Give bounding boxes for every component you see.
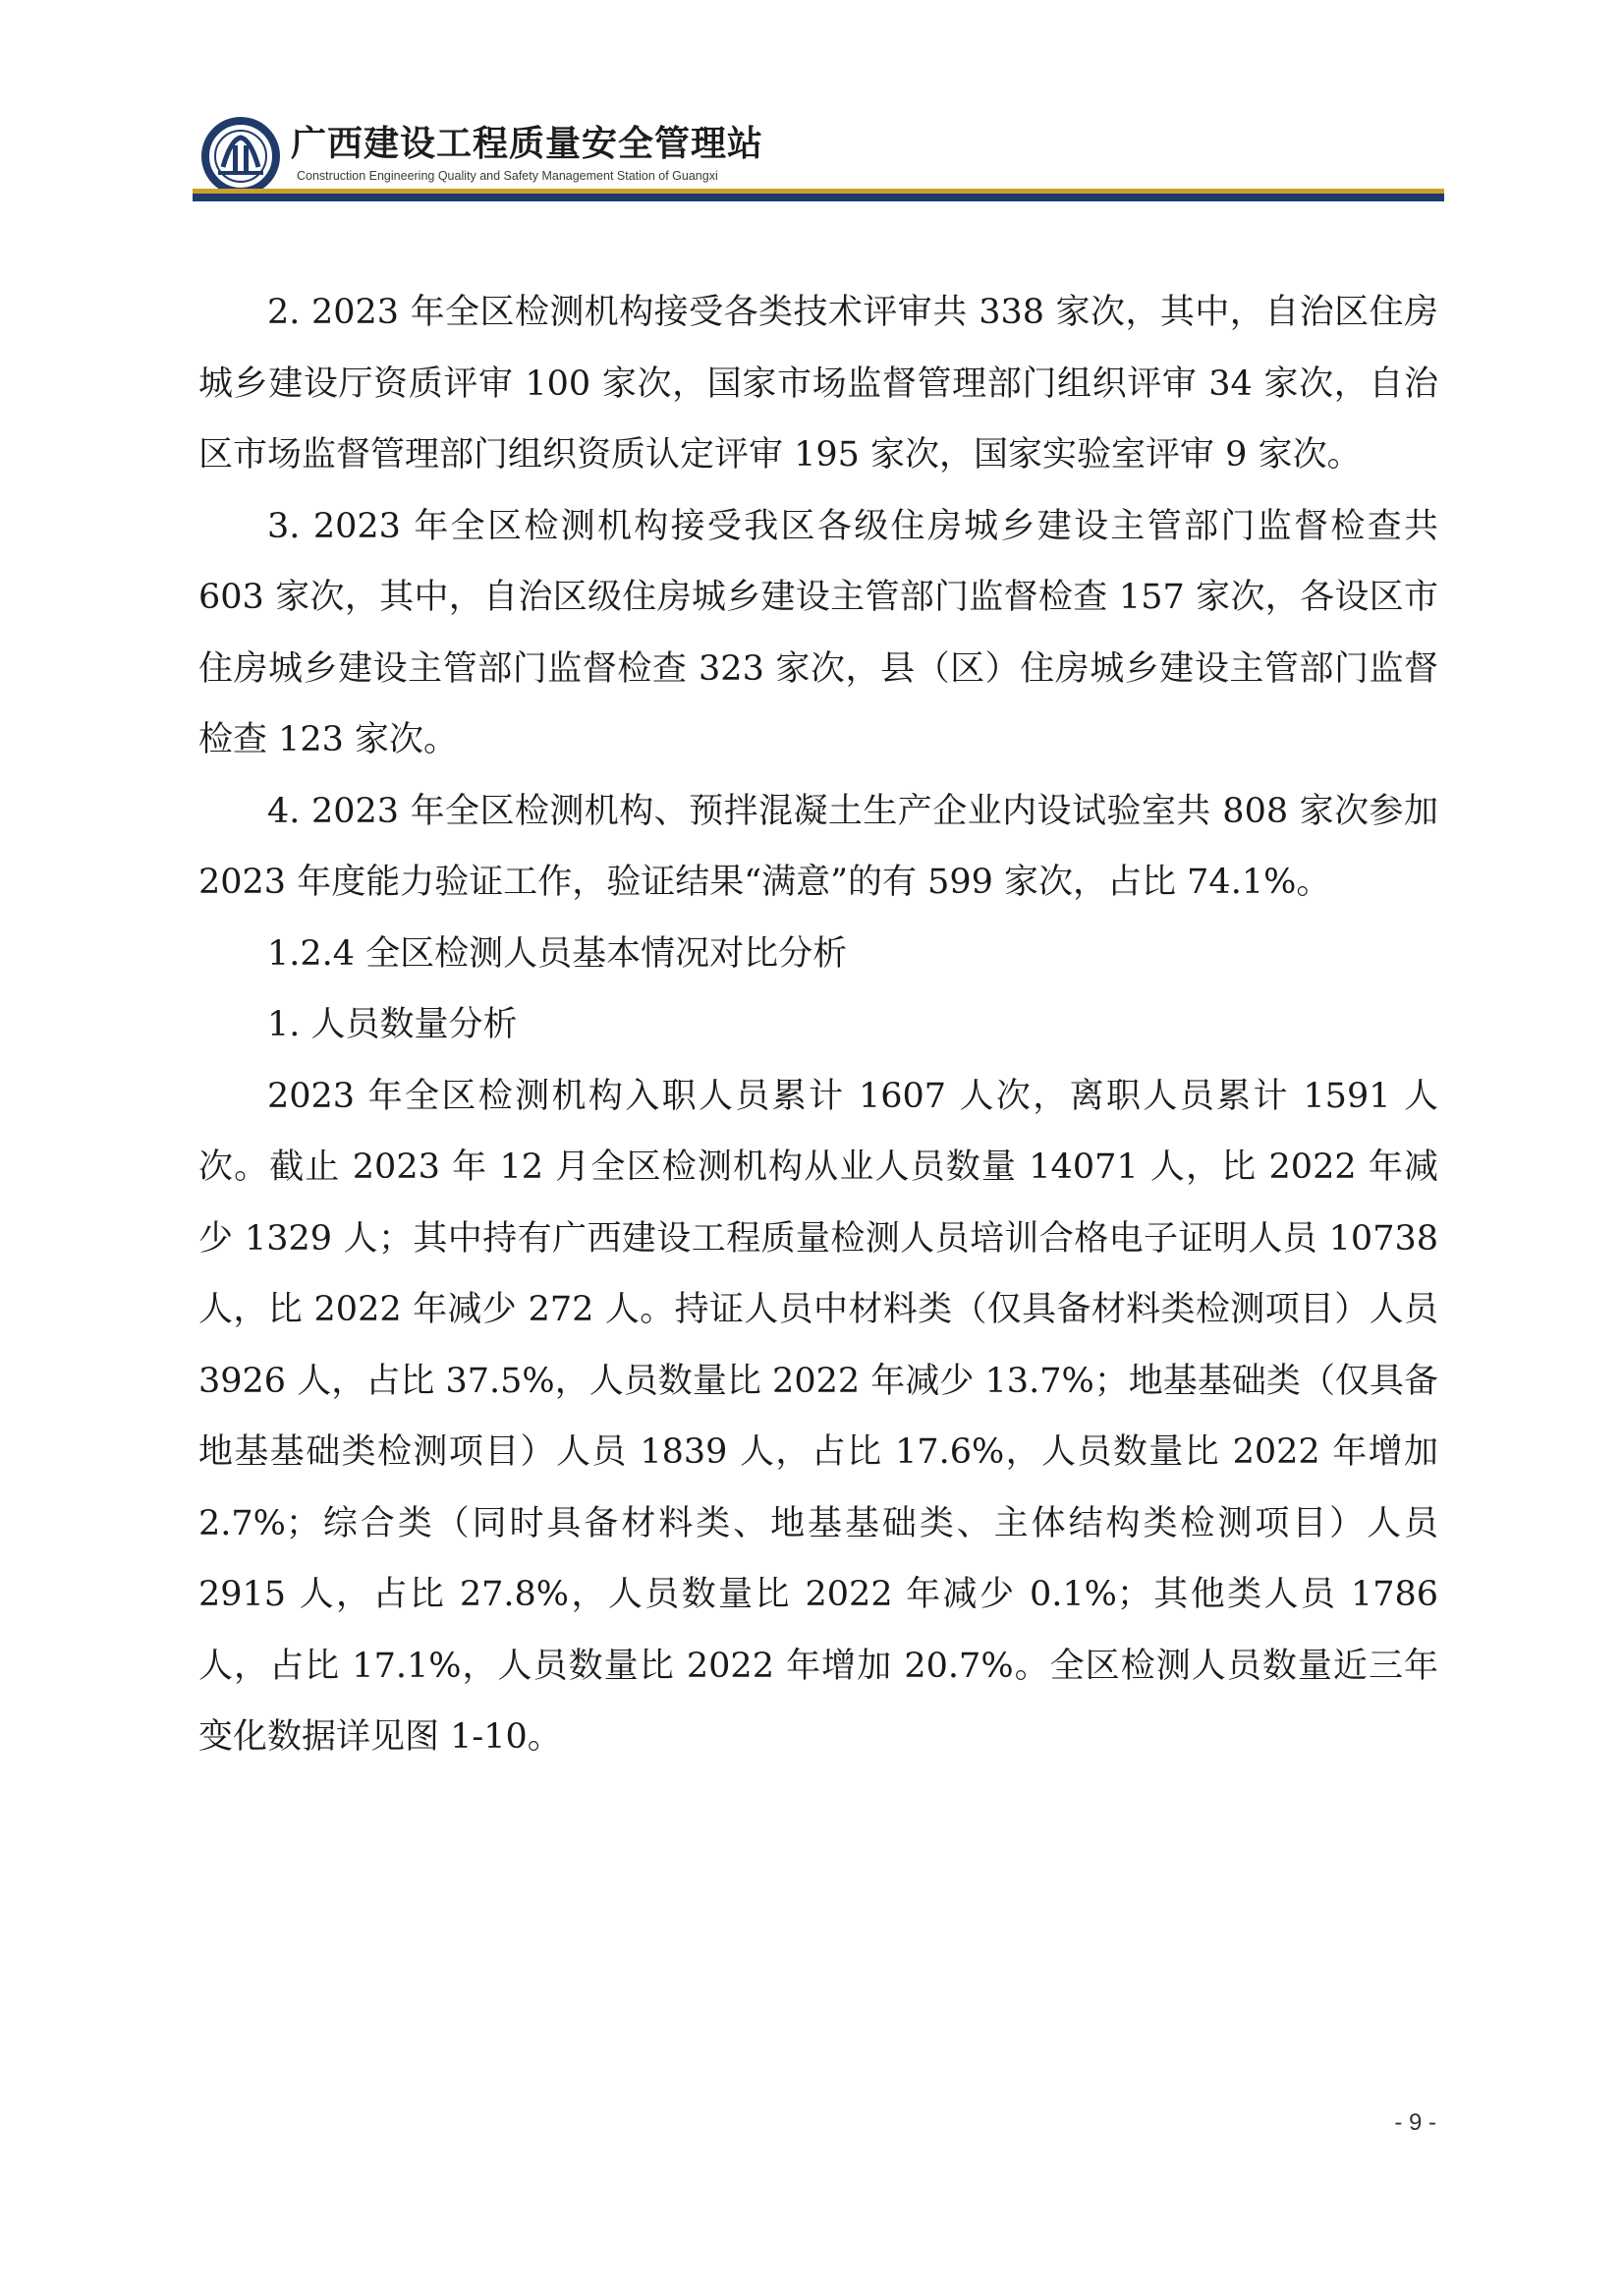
page-number: - 9 -	[1394, 2109, 1436, 2136]
subsection-heading: 1. 人员数量分析	[267, 1005, 518, 1044]
gjz-logo-icon	[200, 116, 281, 196]
body-text	[198, 277, 1438, 1773]
org-name: 广西建设工程质量安全管理站	[291, 124, 764, 164]
header-rule-navy	[193, 194, 1444, 201]
paragraph-technical-reviews: 2. 2023 年全区检测机构接受各类技术评审共 338 家次，其中，自治区住房城乡建设厅资质评审 100 家次，国家市场监督管理部门组织评审 34 家次，自治区市场监督管理部门组织资质认定评审 195 家次，国家实验室评审 9 家次。	[198, 293, 1438, 475]
paragraph-supervision-checks: 3. 2023 年全区检测机构接受我区各级住房城乡建设主管部门监督检查共 603 家次，其中，自治区级住房城乡建设主管部门监督检查 157 家次，各设区市住房城乡建设主管部门监督检查 323 家次，县（区）住房城乡建设主管部门监督检查 123 家次。	[198, 506, 1438, 759]
paragraph-personnel-analysis: 2023 年全区检测机构入职人员累计 1607 人次，离职人员累计 1591 人次。截止 2023 年 12 月全区检测机构从业人员数量 14071 人，比 2022 年减少 1329 人；其中持有广西建设工程质量检测人员培训合格电子证明人员 10738 人，比 2022 年减少 272 人。持证人员中材料类（仅具备材料类检测项目）人员 3926 人，占比 37.5%，人员数量比 2022 年减少 13.7%；地基基础类（仅具备地基基础类检测项目）人员 1839 人，占比 17.6%，人员数量比 2022 年增加 2.7%；综合类（同时具备材料类、地基基础类、主体结构类检测项目）人员 2915 人，占比 27.8%，人员数量比 2022 年减少 0.1%；其他类人员 1786 人，占比 17.1%，人员数量比 2022 年增加 20.7%。全区检测人员数量近三年变化数据详见图 1-10。	[198, 1076, 1438, 1757]
section-heading: 1.2.4 全区检测人员基本情况对比分析	[267, 933, 848, 974]
page-header	[193, 110, 1444, 208]
org-name-english: Construction Engineering Quality and Safety Management Station of Guangxi	[297, 169, 718, 183]
paragraph-proficiency-testing: 4. 2023 年全区检测机构、预拌混凝土生产企业内设试验室共 808 家次参加 2023 年度能力验证工作，验证结果“满意”的有 599 家次，占比 74.1%。	[198, 791, 1438, 902]
